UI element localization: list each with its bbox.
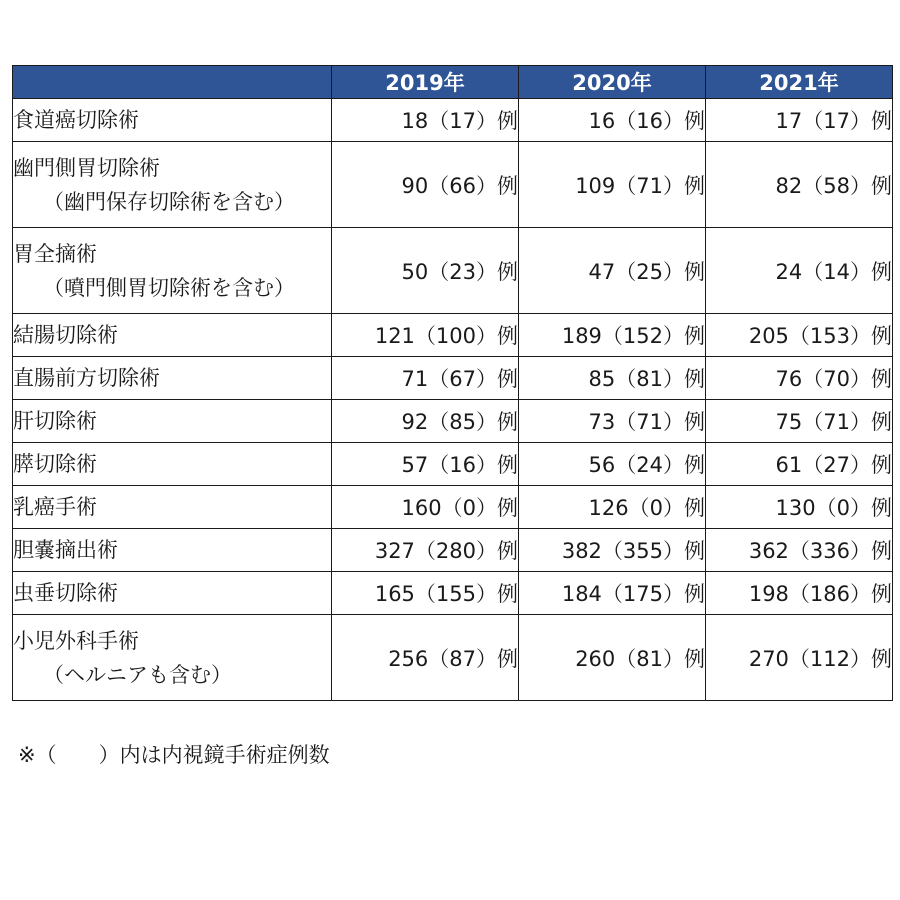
procedure-name-cell xyxy=(13,357,332,400)
count-cell-2021: 24（14）例 xyxy=(706,228,893,314)
count-cell-2021: 17（17）例 xyxy=(706,99,893,142)
table-row xyxy=(13,142,893,228)
table-row xyxy=(13,486,893,529)
header-cell-2021: 2021年 xyxy=(706,66,893,99)
count-cell-2020: 126（0）例 xyxy=(519,486,706,529)
count-cell-2020: 189（152）例 xyxy=(519,314,706,357)
procedure-name-cell xyxy=(13,572,332,615)
count-cell-2019: 57（16）例 xyxy=(332,443,519,486)
procedure-name: 直腸前方切除術 xyxy=(13,366,160,390)
header-cell-blank xyxy=(13,66,332,99)
count-cell-2019: 121（100）例 xyxy=(332,314,519,357)
procedure-note: （幽門保存切除術を含む） xyxy=(43,189,295,214)
procedure-name-cell xyxy=(13,486,332,529)
count-cell-2021: 362（336）例 xyxy=(706,529,893,572)
count-cell-2019: 92（85）例 xyxy=(332,400,519,443)
count-cell-2021: 130（0）例 xyxy=(706,486,893,529)
procedure-name: 肝切除術 xyxy=(13,409,97,433)
procedure-name-cell xyxy=(13,400,332,443)
procedure-name-cell xyxy=(13,142,332,228)
table-row xyxy=(13,314,893,357)
procedure-name: 乳癌手術 xyxy=(13,495,97,519)
procedure-name: 結腸切除術 xyxy=(13,323,118,347)
table-body xyxy=(13,99,893,701)
count-cell-2020: 184（175）例 xyxy=(519,572,706,615)
count-cell-2019: 160（0）例 xyxy=(332,486,519,529)
procedure-name: 食道癌切除術 xyxy=(13,108,139,132)
procedure-name: 膵切除術 xyxy=(13,452,97,476)
count-cell-2019: 71（67）例 xyxy=(332,357,519,400)
count-cell-2020: 109（71）例 xyxy=(519,142,706,228)
count-cell-2020: 56（24）例 xyxy=(519,443,706,486)
procedure-name: 胆嚢摘出術 xyxy=(13,538,118,562)
header-cell-2020: 2020年 xyxy=(519,66,706,99)
procedure-name-cell xyxy=(13,99,332,142)
procedure-name: 小児外科手術 xyxy=(13,628,139,653)
procedure-name: 虫垂切除術 xyxy=(13,581,118,605)
count-cell-2020: 73（71）例 xyxy=(519,400,706,443)
table-row xyxy=(13,228,893,314)
count-cell-2021: 270（112）例 xyxy=(706,615,893,701)
count-cell-2019: 165（155）例 xyxy=(332,572,519,615)
count-cell-2020: 260（81）例 xyxy=(519,615,706,701)
count-cell-2021: 198（186）例 xyxy=(706,572,893,615)
table-header xyxy=(13,66,893,99)
procedure-name: 幽門側胃切除術 xyxy=(13,155,160,180)
footnote: ※（ ）内は内視鏡手術症例数 xyxy=(18,743,330,767)
count-cell-2019: 50（23）例 xyxy=(332,228,519,314)
table-row xyxy=(13,572,893,615)
count-cell-2019: 327（280）例 xyxy=(332,529,519,572)
count-cell-2021: 61（27）例 xyxy=(706,443,893,486)
procedure-name-cell xyxy=(13,314,332,357)
table-row xyxy=(13,529,893,572)
procedure-note: （噴門側胃切除術を含む） xyxy=(43,275,295,300)
procedure-name-cell xyxy=(13,443,332,486)
table-row xyxy=(13,400,893,443)
table-row xyxy=(13,357,893,400)
count-cell-2020: 47（25）例 xyxy=(519,228,706,314)
count-cell-2021: 75（71）例 xyxy=(706,400,893,443)
surgery-count-table xyxy=(12,65,893,701)
count-cell-2020: 85（81）例 xyxy=(519,357,706,400)
header-cell-2019: 2019年 xyxy=(332,66,519,99)
procedure-note: （ヘルニアも含む） xyxy=(43,662,232,687)
procedure-name-cell xyxy=(13,228,332,314)
count-cell-2019: 18（17）例 xyxy=(332,99,519,142)
count-cell-2019: 90（66）例 xyxy=(332,142,519,228)
count-cell-2021: 205（153）例 xyxy=(706,314,893,357)
count-cell-2020: 16（16）例 xyxy=(519,99,706,142)
count-cell-2021: 82（58）例 xyxy=(706,142,893,228)
count-cell-2021: 76（70）例 xyxy=(706,357,893,400)
procedure-name: 胃全摘術 xyxy=(13,241,97,266)
procedure-name-cell xyxy=(13,529,332,572)
procedure-name-cell xyxy=(13,615,332,701)
table-row xyxy=(13,443,893,486)
table-row xyxy=(13,99,893,142)
table-row xyxy=(13,615,893,701)
count-cell-2020: 382（355）例 xyxy=(519,529,706,572)
count-cell-2019: 256（87）例 xyxy=(332,615,519,701)
